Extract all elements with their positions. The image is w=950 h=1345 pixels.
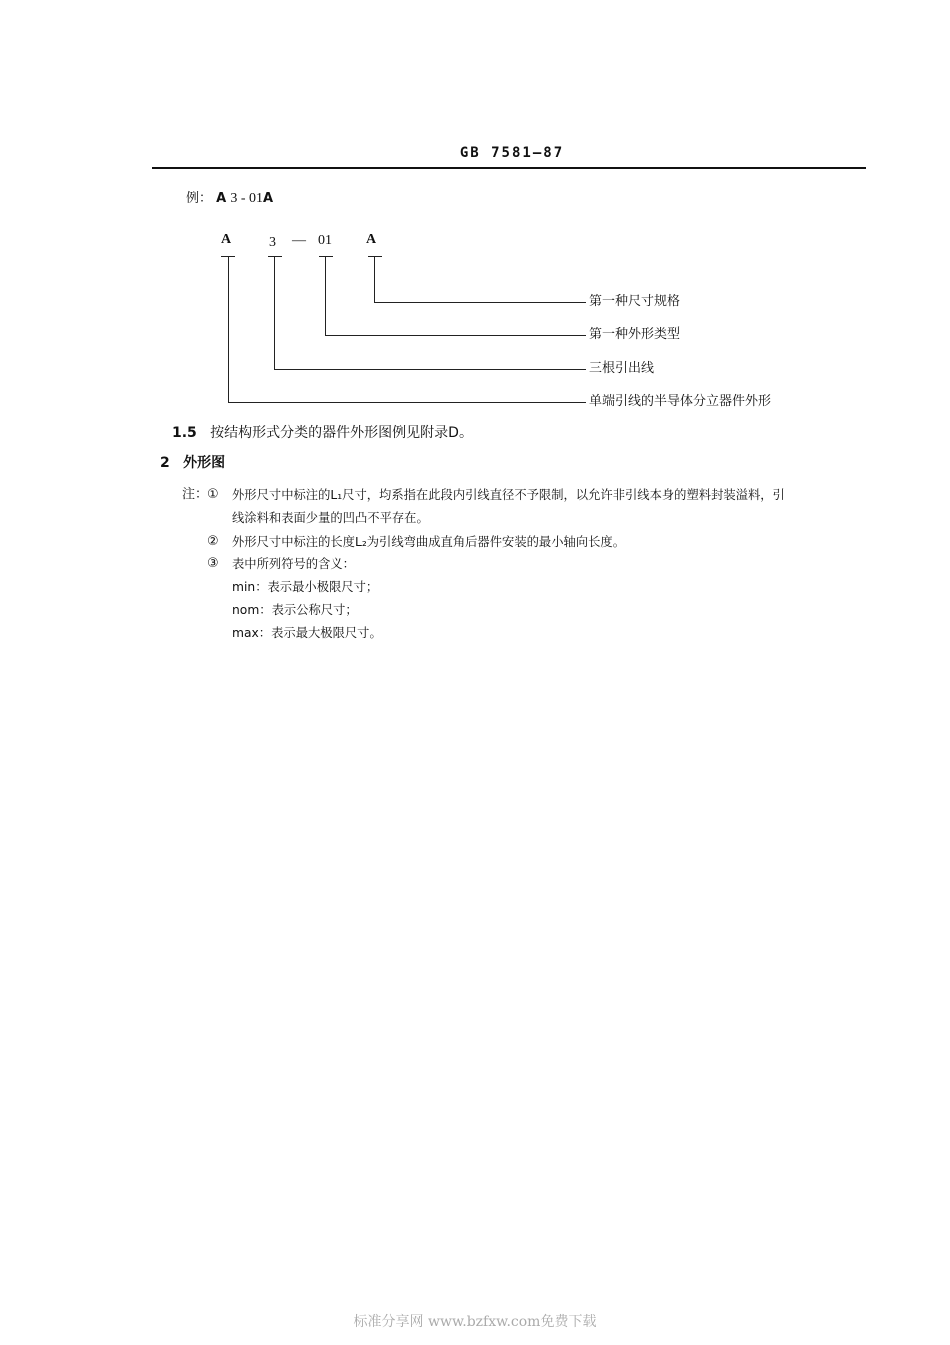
symbol-nom bbox=[232, 602, 358, 618]
standard-number-header: GB 7581—87 bbox=[459, 145, 565, 161]
symbol: nom bbox=[232, 603, 260, 617]
note-text: 外形尺寸中标注的长度L₂为引线弯曲成直角后器件安装的最小轴向长度。 bbox=[232, 535, 625, 549]
section-number: 2 bbox=[160, 455, 170, 471]
section-title: 外形图 bbox=[183, 455, 226, 471]
symbol-meaning: ：表示最小极限尺寸； bbox=[255, 580, 379, 594]
header-rule bbox=[152, 167, 866, 169]
symbol: max bbox=[232, 626, 259, 640]
notes-label: 注： bbox=[182, 487, 209, 502]
leader-line bbox=[374, 302, 586, 303]
diagram-label-size: 第一种尺寸规格 bbox=[589, 294, 681, 309]
diagram-label-series: 单端引线的半导体分立器件外形 bbox=[589, 394, 772, 409]
tick-mark bbox=[368, 256, 382, 257]
diagram-part-series: A bbox=[221, 232, 232, 247]
diagram-part-type: 01 bbox=[318, 233, 332, 248]
symbol-min bbox=[232, 579, 378, 595]
leader-line bbox=[325, 335, 586, 336]
note-marker: ① bbox=[207, 487, 219, 502]
example-code-rest: 3 - 01 bbox=[230, 191, 264, 206]
example-code-a: A bbox=[216, 191, 227, 206]
section-number: 1.5 bbox=[172, 425, 197, 441]
leader-line bbox=[325, 256, 326, 336]
note-text: 外形尺寸中标注的L₁尺寸，均系指在此段内引线直径不予限制，以允许非引线本身的塑料封装溢料，引 bbox=[232, 488, 785, 502]
example-line bbox=[186, 191, 273, 207]
tick-mark bbox=[268, 256, 282, 257]
symbol-meaning: ：表示公称尺寸； bbox=[259, 603, 358, 617]
leader-line bbox=[274, 369, 586, 370]
note-text: 表中所列符号的含义： bbox=[232, 557, 355, 571]
note-marker: ② bbox=[207, 534, 219, 549]
diagram-part-leads: 3 bbox=[269, 235, 276, 250]
leader-line bbox=[274, 256, 275, 370]
tick-mark bbox=[319, 256, 333, 257]
diagram-label-leads: 三根引出线 bbox=[589, 361, 655, 376]
leader-line bbox=[374, 256, 375, 303]
example-label: 例： bbox=[186, 191, 213, 206]
symbol-meaning: ：表示最大极限尺寸。 bbox=[258, 626, 382, 640]
diagram-part-dash: — bbox=[292, 233, 306, 248]
note-marker: ③ bbox=[207, 556, 219, 571]
section-1-5 bbox=[172, 425, 473, 441]
example-code-b: A bbox=[263, 191, 274, 206]
leader-line bbox=[228, 256, 229, 403]
section-2-heading bbox=[160, 455, 225, 471]
section-text: 按结构形式分类的器件外形图例见附录D。 bbox=[210, 425, 473, 441]
leader-line bbox=[228, 402, 586, 403]
diagram-part-size: A bbox=[366, 232, 377, 247]
footer-watermark: 标准分享网 www.bzfxw.com免费下载 bbox=[353, 1314, 597, 1330]
note-text: 线涂料和表面少量的凹凸不平存在。 bbox=[232, 511, 429, 525]
symbol: min bbox=[232, 580, 256, 594]
symbol-max bbox=[232, 625, 382, 641]
diagram-label-type: 第一种外形类型 bbox=[589, 327, 681, 342]
